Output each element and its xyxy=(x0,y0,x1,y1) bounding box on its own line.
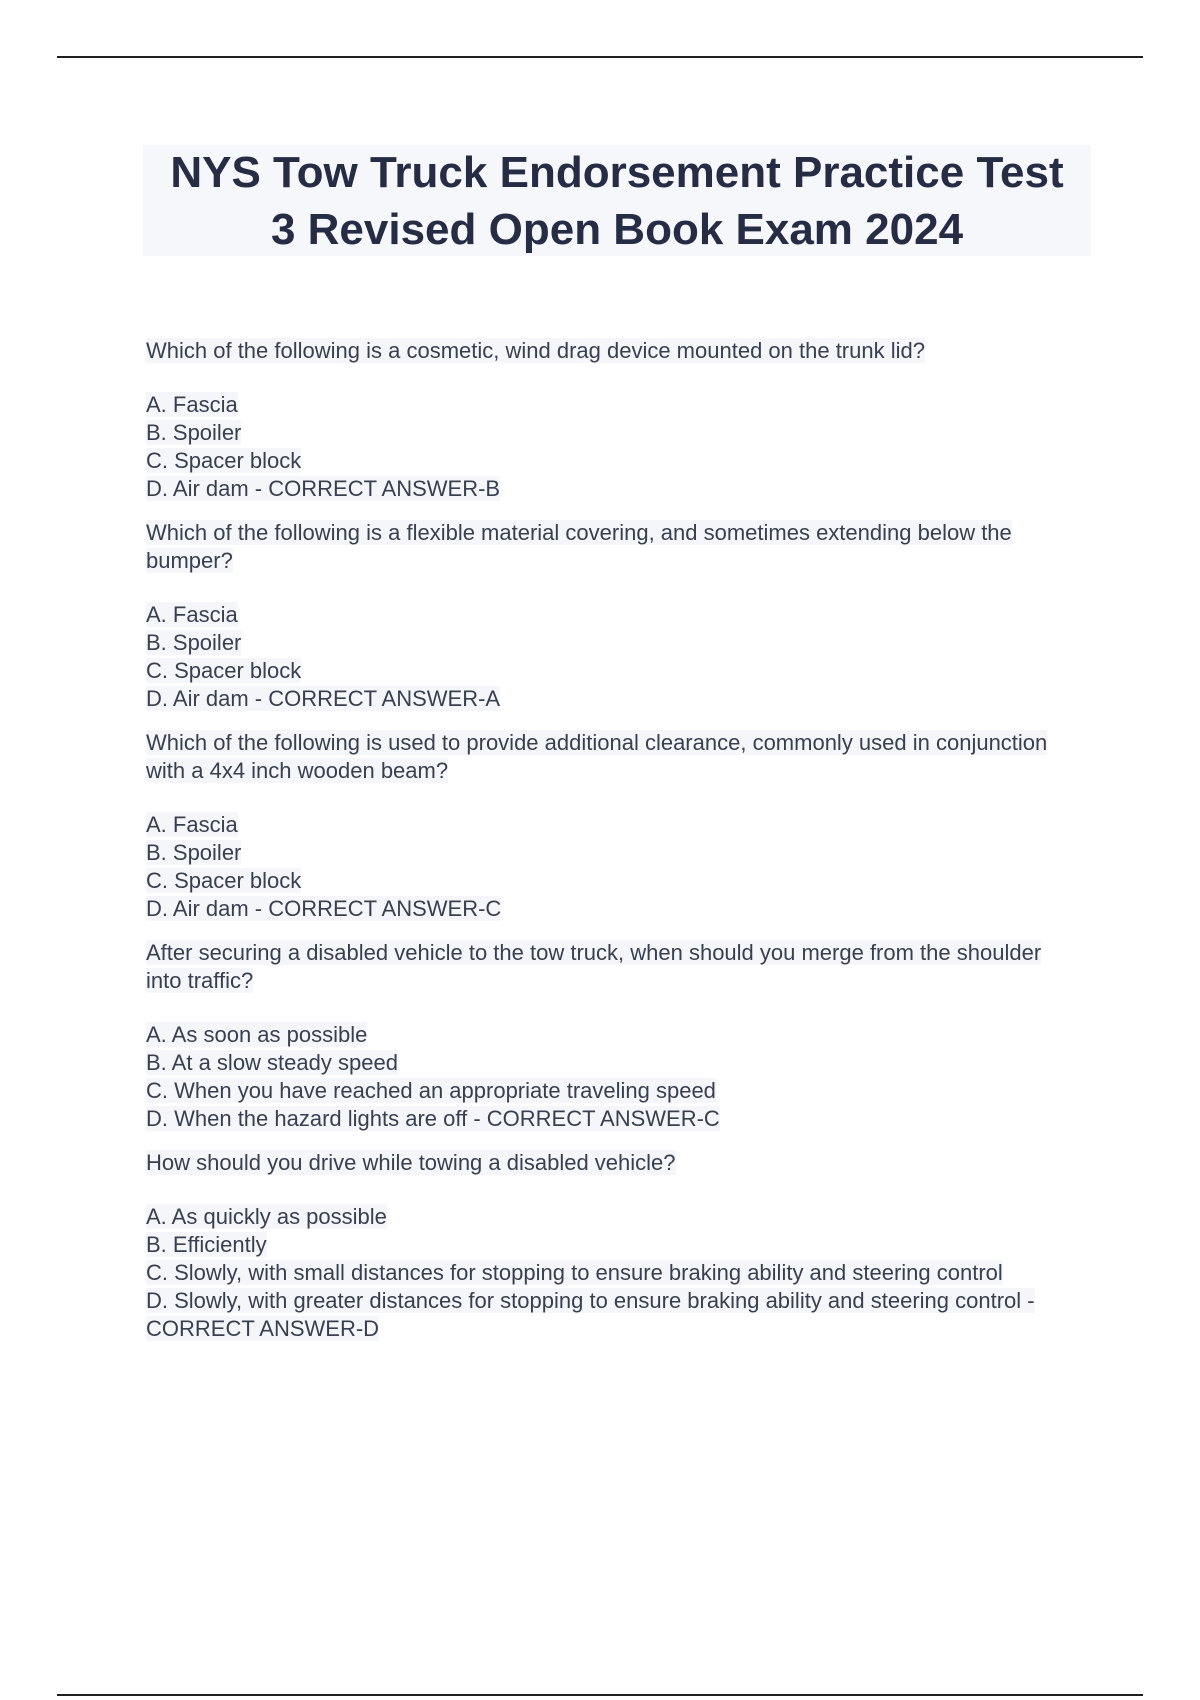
option-list xyxy=(146,391,1066,503)
question-text: Which of the following is used to provide additional clearance, commonly used in conjunction with a 4x4 inch wooden beam? xyxy=(146,730,1048,783)
option-c: C. Slowly, with small distances for stopping to ensure braking ability and steering control xyxy=(146,1260,1003,1285)
question-block-4 xyxy=(146,939,1066,1133)
question-block-3 xyxy=(146,729,1066,923)
option-b: B. Spoiler xyxy=(146,420,242,445)
option-d-with-answer: D. When the hazard lights are off - CORRECT ANSWER-C xyxy=(146,1106,720,1131)
option-d-with-answer: D. Air dam - CORRECT ANSWER-A xyxy=(146,686,501,711)
option-c: C. Spacer block xyxy=(146,658,302,683)
option-d-with-answer: D. Slowly, with greater distances for stopping to ensure braking ability and steering control - CORRECT ANSWER-D xyxy=(146,1288,1035,1341)
option-list xyxy=(146,1203,1066,1343)
question-text: Which of the following is a cosmetic, wind drag device mounted on the trunk lid? xyxy=(146,338,925,363)
option-b: B. Spoiler xyxy=(146,630,242,655)
option-a: A. Fascia xyxy=(146,392,238,417)
question-text: After securing a disabled vehicle to the tow truck, when should you merge from the shoulder into traffic? xyxy=(146,940,1042,993)
question-block-5 xyxy=(146,1149,1066,1343)
bottom-rule xyxy=(57,1694,1143,1696)
option-b: B. At a slow steady speed xyxy=(146,1050,398,1075)
option-d-with-answer: D. Air dam - CORRECT ANSWER-C xyxy=(146,896,502,921)
option-list xyxy=(146,601,1066,713)
option-b: B. Efficiently xyxy=(146,1232,267,1257)
option-d-with-answer: D. Air dam - CORRECT ANSWER-B xyxy=(146,476,501,501)
option-c: C. Spacer block xyxy=(146,868,302,893)
option-list xyxy=(146,811,1066,923)
option-c: C. Spacer block xyxy=(146,448,302,473)
document-title: NYS Tow Truck Endorsement Practice Test 3 Revised Open Book Exam 2024 xyxy=(170,147,1064,254)
title-box xyxy=(143,145,1091,256)
question-text: How should you drive while towing a disabled vehicle? xyxy=(146,1150,676,1175)
option-a: A. Fascia xyxy=(146,602,238,627)
question-text: Which of the following is a flexible material covering, and sometimes extending below the bumper? xyxy=(146,520,1012,573)
question-block-2 xyxy=(146,519,1066,713)
question-list xyxy=(146,337,1066,1359)
option-a: A. Fascia xyxy=(146,812,238,837)
top-rule xyxy=(57,56,1143,58)
option-a: A. As quickly as possible xyxy=(146,1204,387,1229)
option-c: C. When you have reached an appropriate traveling speed xyxy=(146,1078,716,1103)
option-b: B. Spoiler xyxy=(146,840,242,865)
option-list xyxy=(146,1021,1066,1133)
option-a: A. As soon as possible xyxy=(146,1022,368,1047)
question-block-1 xyxy=(146,337,1066,503)
